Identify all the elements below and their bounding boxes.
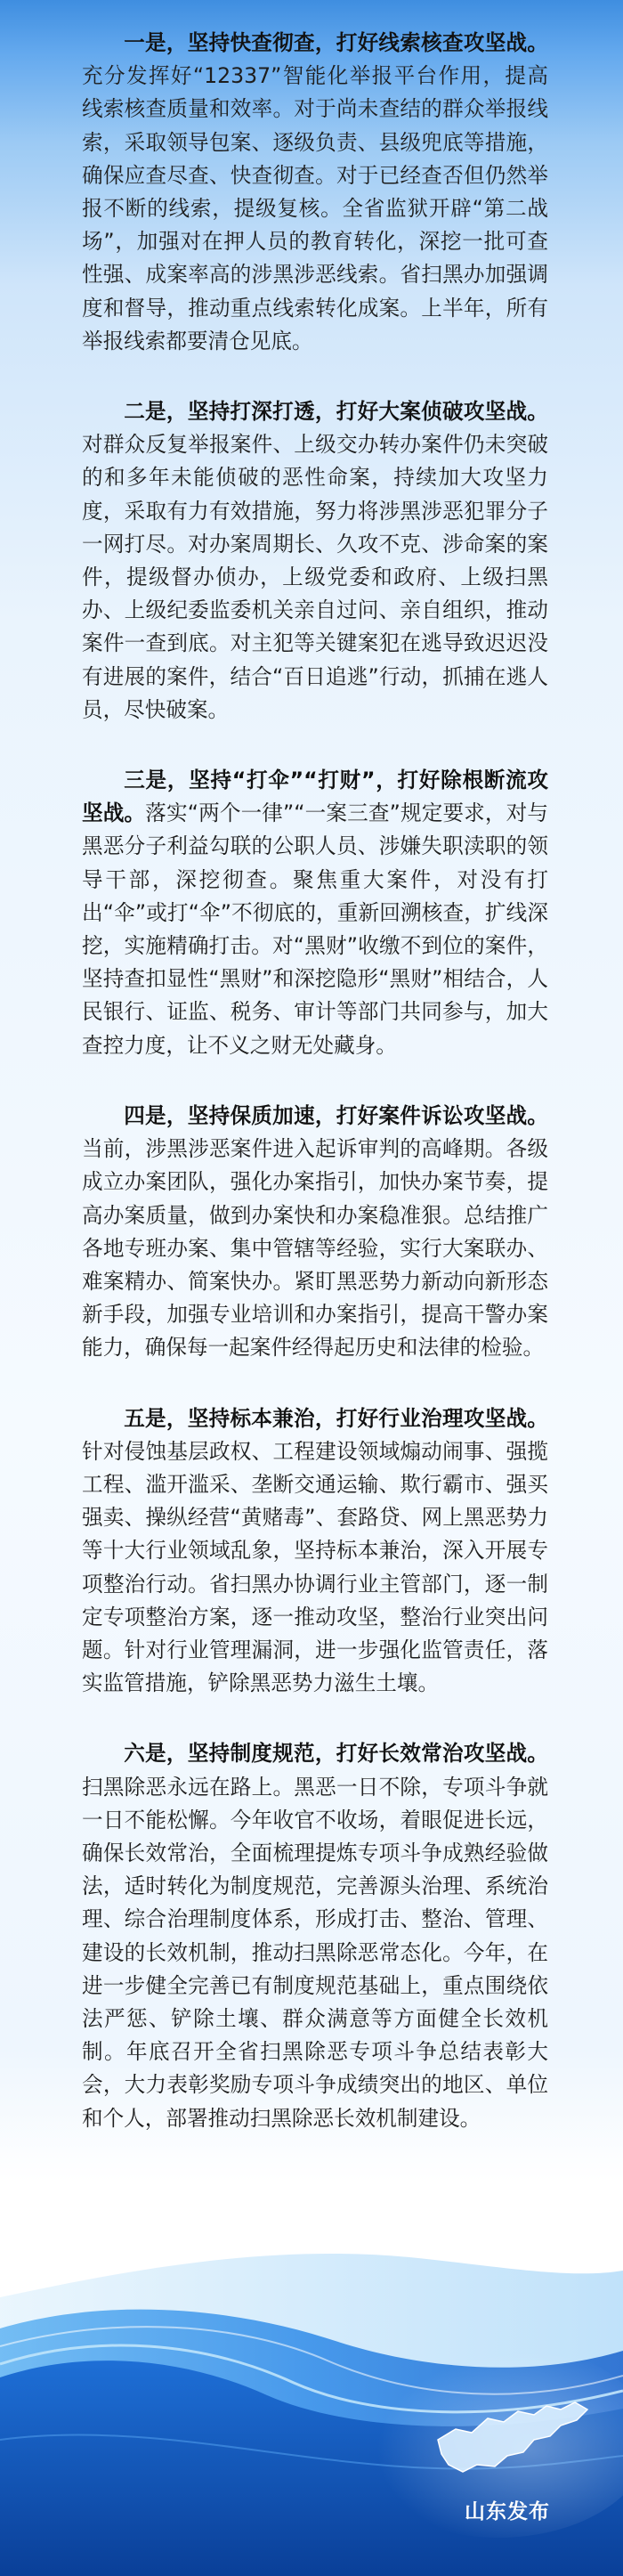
article-body <box>82 27 548 2135</box>
publisher-logo-label: 山东发布 <box>465 2499 550 2523</box>
paragraph-2-body: 对群众反复举报案件、上级交办转办案件仍未突破的和多年未能侦破的恶性命案，持续加大攻坚力度，采取有力有效措施，努力将涉黑涉恶犯罪分子一网打尽。对办案周期长、久攻不克、涉命案的案件，提级督办侦办，上级党委和政府、上级扫黑办、上级纪委监委机关亲自过问、亲自组织，推动案件一查到底。对主犯等关键案犯在逃导致迟迟没有进展的案件，结合“百日追逃”行动，抓捕在逃人员，尽快破案。 <box>82 432 548 722</box>
paragraph-6-lead: 六是，坚持制度规范，打好长效常治攻坚战。 <box>124 1741 548 1767</box>
paragraph-1-body: 充分发挥好“12337”智能化举报平台作用，提高线索核查质量和效率。对于尚未查结的群众举报线索，采取领导包案、逐级负责、县级兜底等措施，确保应查尽查、快查彻查。对于已经查否但仍然举报不断的线索，提级复核。全省监狱开辟“第二战场”，加强对在押人员的教育转化，深挖一批可查性强、成案率高的涉黑涉恶线索。省扫黑办加强调度和督导，推动重点线索转化成案。上半年，所有举报线索都要清仓见底。 <box>82 63 548 353</box>
paragraph-4-body: 当前，涉黑涉恶案件进入起诉审判的高峰期。各级成立办案团队，强化办案指引，加快办案节奏，提高办案质量，做到办案快和办案稳准狠。总结推广各地专班办案、集中管辖等经验，实行大案联办、难案精办、简案快办。紧盯黑恶势力新动向新形态新手段，加强专业培训和办案指引，提高干警办案能力，确保每一起案件经得起历史和法律的检验。 <box>82 1136 548 1361</box>
paragraph-2 <box>82 395 548 727</box>
paragraph-6 <box>82 1737 548 2134</box>
paragraph-1-lead: 一是，坚持快查彻查，打好线索核查攻坚战。 <box>124 30 548 55</box>
paragraph-3-lead: 三是，坚持“打伞”“打财”，打好除根断流攻坚战。 <box>82 768 548 826</box>
paragraph-5-lead: 五是，坚持标本兼治，打好行业治理攻坚战。 <box>124 1405 548 1431</box>
paragraph-5 <box>82 1402 548 1701</box>
paragraph-6-body: 扫黑除恶永远在路上。黑恶一日不除，专项斗争就一日不能松懈。今年收官不收场，着眼促进长远，确保长效常治，全面梳理提炼专项斗争成熟经验做法，适时转化为制度规范，完善源头治理、系统治理、综合治理制度体系，形成打击、整治、管理、建设的长效机制，推动扫黑除恶常态化。今年，在进一步健全完善已有制度规范基础上，重点围绕依法严惩、铲除土壤、群众满意等方面健全长效机制。年底召开全省扫黑除恶专项斗争总结表彰大会，大力表彰奖励专项斗争成绩突出的地区、单位和个人，部署推动扫黑除恶长效机制建设。 <box>82 1774 548 2131</box>
footer-banner <box>0 2173 623 2576</box>
paragraph-2-lead: 二是，坚持打深打透，打好大案侦破攻坚战。 <box>124 399 548 425</box>
paragraph-3-body: 落实“两个一律”“一案三查”规定要求，对与黑恶分子利益勾联的公职人员、涉嫌失职渎职的领导干部，深挖彻查。聚焦重大案件，对没有打出“伞”或打“伞”不彻底的，重新回溯核查，扩线深挖，实施精确打击。对“黑财”收缴不到位的案件，坚持查扣显性“黑财”和深挖隐形“黑财”相结合，人民银行、证监、税务、审计等部门共同参与，加大查控力度，让不义之财无处藏身。 <box>82 800 548 1058</box>
paragraph-5-body: 针对侵蚀基层政权、工程建设领域煽动闹事、强揽工程、滥开滥采、垄断交通运输、欺行霸市、强买强卖、操纵经营“黄赌毒”、套路贷、网上黑恶势力等十大行业领域乱象，坚持标本兼治，深入开展专项整治行动。省扫黑办协调行业主管部门，逐一制定专项整治方案，逐一推动攻坚，整治行业突出问题。针对行业管理漏洞，进一步强化监管责任，落实监管措施，铲除黑恶势力滋生土壤。 <box>82 1438 548 1696</box>
paragraph-1 <box>82 27 548 358</box>
paragraph-4-lead: 四是，坚持保质加速，打好案件诉讼攻坚战。 <box>124 1102 548 1128</box>
paragraph-4 <box>82 1100 548 1365</box>
paragraph-3 <box>82 764 548 1062</box>
